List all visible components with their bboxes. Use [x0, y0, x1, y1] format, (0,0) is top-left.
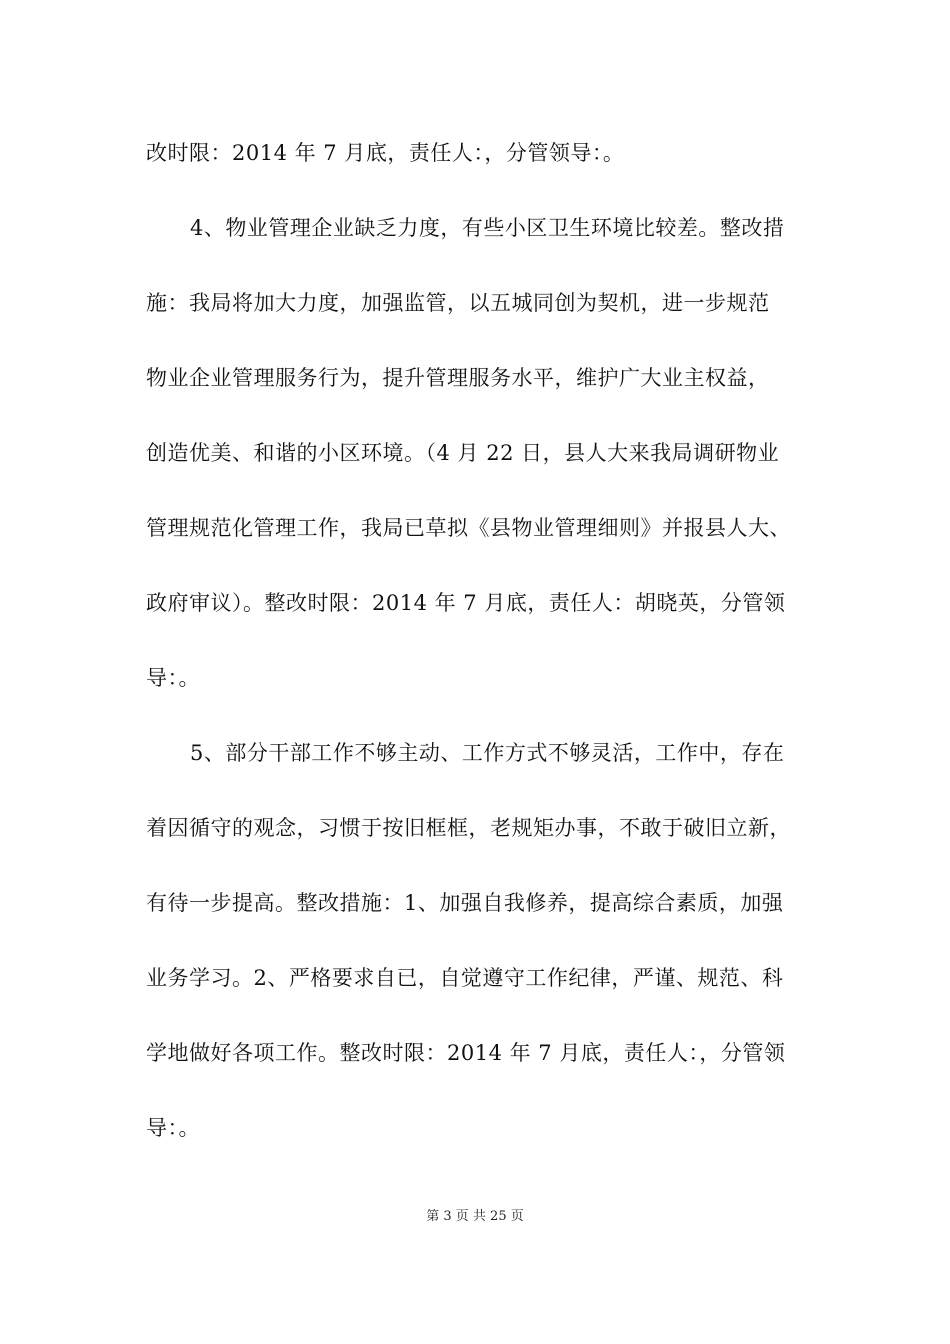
text-line: 4、物业管理企业缺乏力度，有些小区卫生环境比较差。整改措 — [190, 216, 785, 240]
text-line: 5、部分干部工作不够主动、工作方式不够灵活，工作中，存在 — [190, 741, 785, 765]
text-line: 着因循守的观念，习惯于按旧框框，老规矩办事，不敢于破旧立新， — [146, 816, 791, 840]
text-line: 业务学习。2、严格要求自已，自觉遵守工作纪律，严谨、规范、科 — [146, 966, 784, 990]
text-line: 物业企业管理服务行为，提升管理服务水平，维护广大业主权益， — [146, 366, 770, 390]
text-line: 导：。 — [146, 1116, 200, 1140]
text-line: 管理规范化管理工作，我局已草拟《县物业管理细则》并报县人大、 — [146, 516, 791, 540]
text-line: 政府审议）。整改时限：2014 年 7 月底，责任人：胡晓英，分管领 — [146, 591, 786, 615]
text-line: 有待一步提高。整改措施：1、加强自我修养，提高综合素质，加强 — [146, 891, 784, 915]
text-line: 学地做好各项工作。整改时限：2014 年 7 月底，责任人：，分管领 — [146, 1041, 786, 1065]
text-line: 改时限：2014 年 7 月底，责任人：，分管领导：。 — [146, 141, 625, 165]
text-line: 施：我局将加大力度，加强监管，以五城同创为契机，进一步规范 — [146, 291, 770, 315]
page-number: 第 3 页 共 25 页 — [426, 1209, 524, 1224]
text-line: 创造优美、和谐的小区环境。（4 月 22 日，县人大来我局调研物业 — [146, 441, 780, 465]
text-line: 导：。 — [146, 666, 200, 690]
